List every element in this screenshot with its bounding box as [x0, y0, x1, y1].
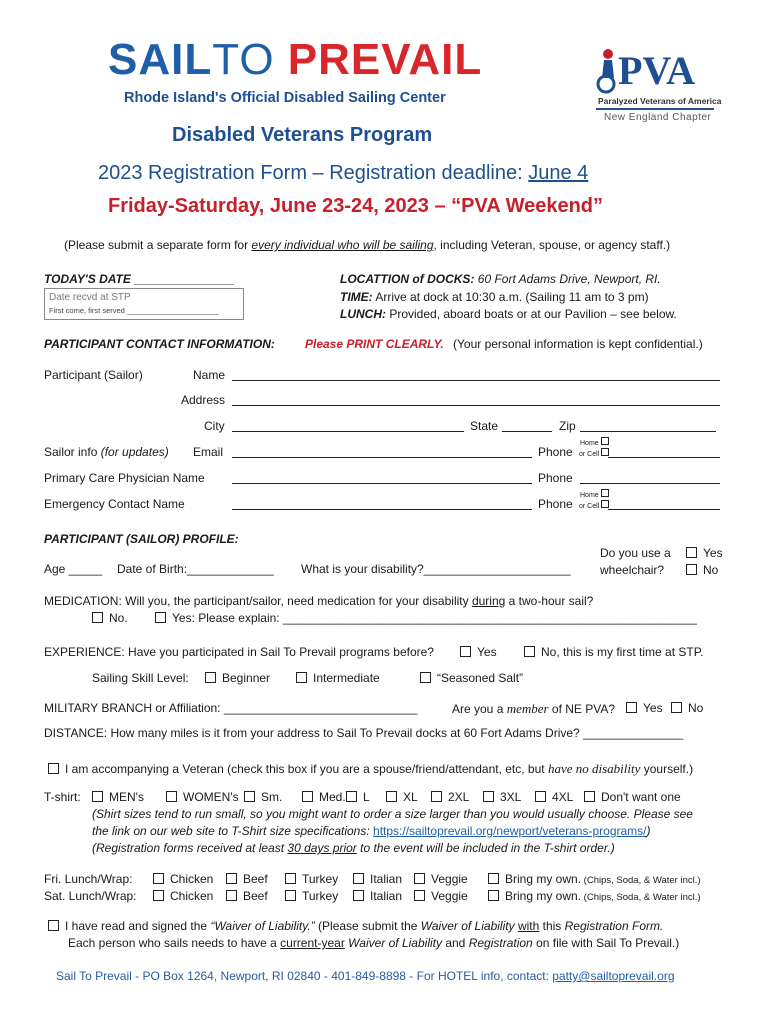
member-text-b: member	[506, 701, 549, 716]
logo-subtitle: Rhode Island's Official Disabled Sailing Center	[124, 90, 446, 106]
wheelchair-no-checkbox[interactable]	[686, 564, 697, 575]
tshirt-womens[interactable]	[166, 790, 239, 804]
size-l-checkbox[interactable]	[346, 791, 357, 802]
sat-bring-own-checkbox[interactable]	[488, 890, 499, 901]
time-value: Arrive at dock at 10:30 a.m. (Sailing 11 am to 3 pm)	[372, 290, 649, 304]
fri-bring-own-label: Bring my own.	[505, 872, 582, 886]
city-input[interactable]	[232, 421, 464, 432]
medication-no-checkbox[interactable]	[92, 612, 103, 623]
skill-beginner-label: Beginner	[222, 671, 271, 685]
size-l[interactable]	[346, 790, 370, 804]
state-label: State	[470, 419, 499, 433]
skill-intermediate-label: Intermediate	[313, 671, 380, 685]
footer-text: Sail To Prevail - PO Box 1264, Newport, RI 02840 - 401-849-8898 - For HOTEL info, contact:	[56, 969, 553, 983]
member-yes-checkbox[interactable]	[626, 702, 637, 713]
wheelchair-no-label: No	[703, 563, 719, 577]
todays-date-field[interactable]: TODAY'S DATE _______________	[44, 272, 235, 286]
size-2xl-label: 2XL	[448, 790, 470, 804]
pva-name: Paralyzed Veterans of America	[598, 96, 722, 106]
physician-phone-input[interactable]	[580, 473, 720, 484]
lunch-info	[340, 307, 677, 321]
military-field[interactable]: MILITARY BRANCH or Affiliation: _____________________________	[44, 701, 418, 715]
accompany-text-c: yourself.)	[640, 762, 694, 776]
fri-beef-checkbox[interactable]	[226, 873, 237, 884]
emergency-home-checkbox[interactable]	[601, 489, 609, 497]
experience-yes[interactable]	[460, 645, 497, 659]
sat-veggie-label: Veggie	[431, 889, 468, 903]
medication-no-label: No.	[109, 611, 128, 625]
skill-intermediate-checkbox[interactable]	[296, 672, 307, 683]
member-question	[452, 701, 615, 717]
waiver-text-g: this	[539, 919, 565, 933]
confidential-note: (Your personal information is kept confidential.)	[453, 337, 703, 351]
tshirt-mens-checkbox[interactable]	[92, 791, 103, 802]
waiver-text-a: I have read and signed the	[65, 919, 211, 933]
medication-text-a: MEDICATION: Will you, the participant/sailor, need medication for your disability	[44, 594, 472, 608]
size-3xl-label: 3XL	[500, 790, 522, 804]
emergency-phone-type-options	[579, 489, 609, 511]
note-part-c: , including Veteran, spouse, or agency staff.)	[433, 238, 671, 252]
city-label: City	[204, 419, 225, 433]
tshirt-note-3c: to the event will be included in the T-shirt order.)	[356, 841, 615, 855]
first-come-label: First come, first served ______________________	[49, 306, 219, 315]
sat-turkey[interactable]	[285, 889, 338, 903]
medication-text-b: a two-hour sail?	[505, 594, 594, 608]
size-l-label: L	[363, 790, 370, 804]
fri-italian[interactable]	[353, 872, 402, 886]
program-title: Disabled Veterans Program	[172, 124, 433, 146]
home-option-label: Home	[580, 440, 599, 447]
lunch-label: LUNCH:	[340, 307, 386, 321]
emergency-phone-input[interactable]	[608, 499, 720, 510]
age-field[interactable]: Age _____	[44, 562, 103, 576]
lunch-value: Provided, aboard boats or at our Pavilion – see below.	[386, 307, 677, 321]
sat-beef-checkbox[interactable]	[226, 890, 237, 901]
for-updates-text: (for updates)	[100, 445, 169, 459]
home-checkbox[interactable]	[601, 437, 609, 445]
dock-location-value: 60 Fort Adams Drive, Newport, RI.	[474, 272, 661, 286]
waiver-text-c: (Please submit the	[314, 919, 421, 933]
experience-question: EXPERIENCE: Have you participated in Sail To Prevail programs before?	[44, 645, 434, 659]
sat-chicken-label: Chicken	[170, 889, 214, 903]
zip-label: Zip	[559, 419, 576, 433]
disability-field[interactable]: What is your disability?______________________	[301, 562, 571, 576]
date-received-label: Date recvd at STP	[49, 292, 131, 303]
fri-bring-own[interactable]	[488, 872, 701, 886]
wheelchair-yes-label: Yes	[703, 546, 723, 560]
medication-yes-checkbox[interactable]	[155, 612, 166, 623]
dob-field[interactable]: Date of Birth:_____________	[117, 562, 274, 576]
sat-beef[interactable]	[226, 889, 268, 903]
fri-italian-label: Italian	[370, 872, 403, 886]
skill-beginner[interactable]	[205, 671, 270, 685]
medication-yes-label: Yes: Please explain: ______________________________________________________________	[172, 611, 697, 625]
tshirt-note-3a: (Registration forms received at least	[92, 841, 288, 855]
cell-option-label: or Cell	[579, 451, 600, 458]
size-sm[interactable]	[244, 790, 282, 804]
phone-label: Phone	[538, 445, 573, 459]
emergency-cell-label: or Cell	[579, 503, 600, 510]
dock-location	[340, 272, 661, 286]
fri-veggie-label: Veggie	[431, 872, 468, 886]
sat-bring-own-note: (Chips, Soda, & Water incl.)	[581, 892, 701, 903]
size-sm-label: Sm.	[261, 790, 283, 804]
experience-no-checkbox[interactable]	[524, 646, 535, 657]
tshirt-womens-label: WOMEN's	[183, 790, 239, 804]
emergency-input[interactable]	[232, 499, 532, 510]
member-yes-label: Yes	[643, 701, 663, 715]
waiver-text-f: with	[517, 919, 540, 933]
logo-to-text: TO	[212, 35, 275, 84]
waiver-text-d: Waiver of Liability	[420, 919, 515, 933]
emergency-label: Emergency Contact Name	[44, 497, 185, 511]
tshirt-none-label: Don't want one	[601, 790, 681, 804]
sat-turkey-checkbox[interactable]	[285, 890, 296, 901]
fri-lunch-label: Fri. Lunch/Wrap:	[44, 872, 133, 886]
fri-italian-checkbox[interactable]	[353, 873, 364, 884]
skill-beginner-checkbox[interactable]	[205, 672, 216, 683]
experience-no[interactable]	[524, 645, 703, 659]
sat-chicken[interactable]	[153, 889, 213, 903]
member-text-a: Are you a	[452, 702, 507, 716]
skill-seasoned[interactable]	[420, 671, 523, 685]
deadline-date: June 4	[528, 162, 589, 184]
medication-yes[interactable]	[155, 611, 697, 625]
fri-turkey-label: Turkey	[302, 872, 339, 886]
accompany-checkbox[interactable]	[48, 763, 59, 774]
medication-question	[44, 594, 593, 608]
size-xl[interactable]	[386, 790, 418, 804]
sat-turkey-label: Turkey	[302, 889, 339, 903]
physician-label: Primary Care Physician Name	[44, 471, 205, 485]
size-3xl[interactable]	[483, 790, 521, 804]
waiver-line2-b: current-year	[280, 936, 345, 950]
tshirt-womens-checkbox[interactable]	[166, 791, 177, 802]
tshirt-mens[interactable]	[92, 790, 144, 804]
wheelchair-yes[interactable]	[686, 546, 723, 560]
form-title-prefix: 2023 Registration Form – Registration deadline:	[98, 162, 529, 184]
dock-location-label: LOCATTION of DOCKS:	[340, 272, 475, 286]
footer-contact	[56, 969, 675, 983]
fri-chicken-label: Chicken	[170, 872, 214, 886]
fri-turkey[interactable]	[285, 872, 338, 886]
pva-logo	[594, 44, 716, 97]
zip-input[interactable]	[580, 421, 716, 432]
fri-bring-own-note: (Chips, Soda, & Water incl.)	[581, 875, 701, 886]
state-input[interactable]	[502, 421, 552, 432]
waiver-line-2	[68, 936, 679, 950]
waiver-line2-f: Registration	[468, 936, 533, 950]
sat-veggie-checkbox[interactable]	[414, 890, 425, 901]
email-input[interactable]	[232, 447, 532, 458]
fri-beef-label: Beef	[243, 872, 268, 886]
fri-chicken-checkbox[interactable]	[153, 873, 164, 884]
member-no-checkbox[interactable]	[671, 702, 682, 713]
size-2xl-checkbox[interactable]	[431, 791, 442, 802]
sat-bring-own-label: Bring my own.	[505, 889, 582, 903]
tshirt-note-2	[92, 824, 651, 838]
arrival-time	[340, 290, 649, 304]
fri-veggie-checkbox[interactable]	[414, 873, 425, 884]
distance-field[interactable]: DISTANCE: How many miles is it from your address to Sail To Prevail docks at 60 Fort Adams Drive? _______________	[44, 726, 684, 740]
medication-during: during	[471, 594, 506, 608]
fri-bring-own-checkbox[interactable]	[488, 873, 499, 884]
print-clearly-note: Please PRINT CLEARLY.	[305, 337, 444, 351]
size-xl-checkbox[interactable]	[386, 791, 397, 802]
wheelchair-question-line1: Do you use a	[600, 546, 671, 560]
size-2xl[interactable]	[431, 790, 469, 804]
fri-beef[interactable]	[226, 872, 268, 886]
size-xl-label: XL	[403, 790, 418, 804]
accompany-checkbox-row[interactable]	[48, 761, 693, 777]
size-4xl-checkbox[interactable]	[535, 791, 546, 802]
sail-to-prevail-logo	[108, 35, 483, 84]
tshirt-size-link[interactable]: https://sailtoprevail.org/newport/veterans-programs/	[373, 824, 647, 838]
waiver-line2-d: Waiver of Liability	[348, 936, 442, 950]
tshirt-note-2-text: the link on our web site to T-Shirt size specifications:	[92, 824, 374, 838]
size-4xl[interactable]	[535, 790, 573, 804]
size-4xl-label: 4XL	[552, 790, 574, 804]
email-label: Email	[193, 445, 224, 459]
wheelchair-no[interactable]	[686, 563, 718, 577]
experience-yes-checkbox[interactable]	[460, 646, 471, 657]
waiver-line2-e: and	[442, 936, 469, 950]
member-no-label: No	[688, 701, 704, 715]
phone-type-options	[579, 437, 609, 459]
sailor-info-text: Sailor info	[44, 445, 101, 459]
member-yes[interactable]	[626, 701, 663, 715]
name-input[interactable]	[232, 370, 720, 381]
sat-italian[interactable]	[353, 889, 402, 903]
medication-no[interactable]	[92, 611, 128, 625]
skill-seasoned-label: “Seasoned Salt”	[437, 671, 524, 685]
office-use-box	[44, 288, 244, 320]
pva-letters: PVA	[618, 48, 696, 93]
accompany-text-a: I am accompanying a Veteran (check this box if you are a spouse/friend/attendant, etc, but	[65, 762, 548, 776]
sat-italian-label: Italian	[370, 889, 403, 903]
sat-veggie[interactable]	[414, 889, 468, 903]
member-no[interactable]	[671, 701, 703, 715]
sat-lunch-label: Sat. Lunch/Wrap:	[44, 889, 137, 903]
name-label: Name	[193, 368, 226, 382]
tshirt-label: T-shirt:	[44, 790, 81, 804]
tshirt-note-1: (Shirt sizes tend to run small, so you might want to order a size larger than you would usually choose. Please see	[92, 807, 693, 821]
emergency-phone-label: Phone	[538, 497, 573, 511]
sat-chicken-checkbox[interactable]	[153, 890, 164, 901]
tshirt-none[interactable]	[584, 790, 681, 804]
sat-bring-own[interactable]	[488, 889, 701, 903]
physician-phone-label: Phone	[538, 471, 573, 485]
size-med[interactable]	[302, 790, 346, 804]
waiver-checkbox[interactable]	[48, 920, 59, 931]
size-med-label: Med.	[319, 790, 346, 804]
wheelchair-yes-checkbox[interactable]	[686, 547, 697, 558]
waiver-line2-a: Each person who sails needs to have a	[68, 936, 281, 950]
fri-chicken[interactable]	[153, 872, 213, 886]
experience-yes-label: Yes	[477, 645, 497, 659]
tshirt-note-3b: 30 days prior	[287, 841, 357, 855]
pva-emblem-icon	[594, 44, 716, 94]
waiver-line2-g: on file with Sail To Prevail.)	[532, 936, 680, 950]
note-emphasis: every individual who will be sailing	[251, 238, 434, 252]
tshirt-note-2-close: )	[646, 824, 651, 838]
skill-seasoned-checkbox[interactable]	[420, 672, 431, 683]
form-title	[98, 162, 588, 185]
profile-heading: PARTICIPANT (SAILOR) PROFILE:	[44, 532, 239, 546]
time-label: TIME:	[340, 290, 373, 304]
note-part-a: (Please submit a separate form for	[64, 238, 252, 252]
experience-no-label: No, this is my first time at STP.	[541, 645, 704, 659]
wheelchair-question-line2: wheelchair?	[600, 563, 665, 577]
member-text-c: of NE PVA?	[548, 702, 616, 716]
participant-label: Participant (Sailor)	[44, 368, 143, 382]
contact-heading: PARTICIPANT CONTACT INFORMATION:	[44, 337, 275, 351]
fri-turkey-checkbox[interactable]	[285, 873, 296, 884]
sat-italian-checkbox[interactable]	[353, 890, 364, 901]
address-label: Address	[181, 393, 226, 407]
size-med-checkbox[interactable]	[302, 791, 313, 802]
tshirt-none-checkbox[interactable]	[584, 791, 595, 802]
waiver-text-h: Registration Form.	[564, 919, 664, 933]
physician-input[interactable]	[232, 473, 532, 484]
skill-level-label: Sailing Skill Level:	[92, 671, 189, 685]
footer-email-link[interactable]: patty@sailtoprevail.org	[552, 969, 675, 983]
logo-prevail-text: PREVAIL	[287, 35, 483, 84]
size-sm-checkbox[interactable]	[244, 791, 255, 802]
sat-beef-label: Beef	[243, 889, 268, 903]
pva-divider	[596, 108, 714, 110]
tshirt-mens-label: MEN's	[109, 790, 144, 804]
address-input[interactable]	[232, 395, 720, 406]
accompany-text-b: have no disability	[547, 761, 641, 776]
fri-veggie[interactable]	[414, 872, 468, 886]
tshirt-note-3	[92, 841, 615, 855]
size-3xl-checkbox[interactable]	[483, 791, 494, 802]
waiver-text-b: “Waiver of Liability.”	[210, 919, 315, 933]
skill-intermediate[interactable]	[296, 671, 380, 685]
waiver-checkbox-row[interactable]	[48, 919, 663, 933]
emergency-home-label: Home	[580, 492, 599, 499]
pva-chapter: New England Chapter	[604, 112, 712, 123]
phone-input[interactable]	[608, 447, 720, 458]
submission-note	[64, 238, 670, 252]
sailor-info-label	[44, 445, 169, 459]
logo-sail-text: SAIL	[108, 35, 213, 84]
event-title: Friday-Saturday, June 23-24, 2023 – “PVA Weekend”	[108, 195, 604, 217]
